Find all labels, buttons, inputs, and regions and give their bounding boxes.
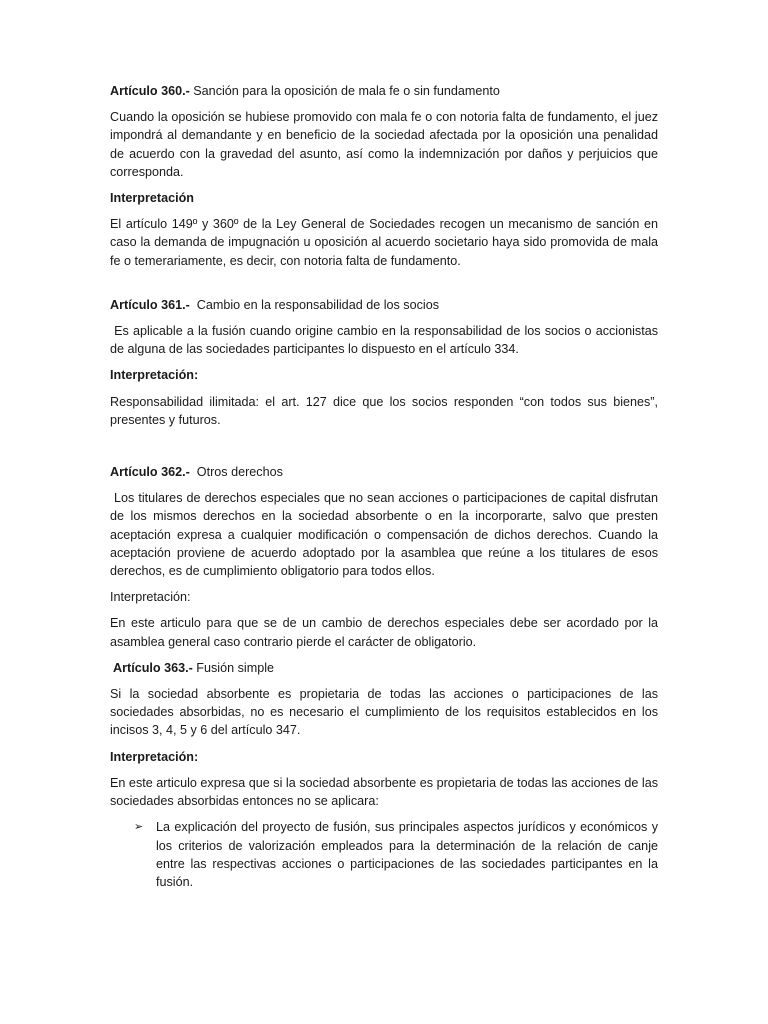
- article-363-interpretation: En este articulo expresa que si la sociedad absorbente es propietaria de todas las acciones de las sociedades absorbidas entonces no se aplicara:: [110, 775, 658, 809]
- interpretation-heading: Interpretación:: [110, 749, 199, 764]
- article-heading: Fusión simple: [192, 660, 275, 675]
- article-360-body: Cuando la oposición se hubiese promovido con mala fe o con notoria falta de fundamento, el juez impondrá al demandante y en beneficio de la sociedad afectada por la oposición una penalidad de acuerdo con la gravedad del asunto, así como la indemnización por daños y perjuicios que corresponda.: [110, 110, 658, 179]
- article-362-interpretation: En este articulo para que se de un cambio de derechos especiales debe ser acordado por la asamblea general caso contrario pierde el carácter de obligatorio.: [110, 616, 658, 649]
- section-spacer: [110, 437, 658, 463]
- list-item: [110, 818, 658, 891]
- article-heading: Sanción para la oposición de mala fe o sin fundamento: [189, 84, 500, 98]
- article-heading: Otros derechos: [189, 465, 283, 480]
- interpretation-heading: Interpretación:: [110, 590, 191, 605]
- article-heading: Cambio en la responsabilidad de los socios: [189, 297, 439, 312]
- exclusions-list: [110, 818, 658, 891]
- list-item-text: La explicación del proyecto de fusión, sus principales aspectos jurídicos y económicos y los criterios de valorización empleados para la determinación de la relación de canje entre las respectivas acciones o participaciones de las sociedades participantes en la fusión.: [156, 820, 658, 889]
- article-361-body: Es aplicable a la fusión cuando origine cambio en la responsabilidad de los socios o accionistas de alguna de las sociedades participantes lo dispuesto en el artículo 334.: [110, 324, 662, 357]
- article-360-title: [110, 82, 658, 100]
- article-363-title: [110, 659, 658, 677]
- article-number: Artículo 361.-: [110, 297, 190, 312]
- article-361-interpretation: Responsabilidad ilimitada: el art. 127 dice que los socios responden “con todos sus bienes”, presentes y futuros.: [110, 394, 658, 427]
- article-number: Artículo 360.-: [110, 84, 190, 98]
- article-362-title: [110, 463, 658, 481]
- article-363-body: Si la sociedad absorbente es propietaria de todas las acciones o participaciones de las sociedades absorbidas, no es necesario el cumplimiento de los requisitos establecidos en los incisos 3, 4, 5 y 6 del artículo 347.: [110, 687, 658, 738]
- article-number: Artículo 363.-: [110, 660, 193, 675]
- section-spacer: [110, 278, 658, 296]
- article-361-title: [110, 296, 658, 314]
- interpretation-heading: Interpretación:: [110, 368, 199, 383]
- document-content: [110, 82, 662, 899]
- article-360-interpretation: El artículo 149º y 360º de la Ley General de Sociedades recogen un mecanismo de sanción en caso la demanda de impugnación u oposición al acuerdo societario haya sido promovida de mala fe o temerariamente, es decir, con notoria falta de fundamento.: [110, 217, 658, 268]
- arrowhead-bullet-icon: ➢: [134, 821, 144, 834]
- article-362-body: Los titulares de derechos especiales que no sean acciones o participaciones de capital disfrutan de los mismos derechos en la sociedad absorbente o en la incorporarte, salvo que presten aceptación expresa a cualquier modificación o compensación de dichos derechos. Cuando la aceptación proviene de acuerdo adoptado por la asamblea que reúne a los titulares de esos derechos, es de cumplimiento obligatorio para todos ellos.: [110, 491, 662, 579]
- article-number: Artículo 362.-: [110, 465, 190, 480]
- interpretation-heading: Interpretación: [110, 191, 194, 206]
